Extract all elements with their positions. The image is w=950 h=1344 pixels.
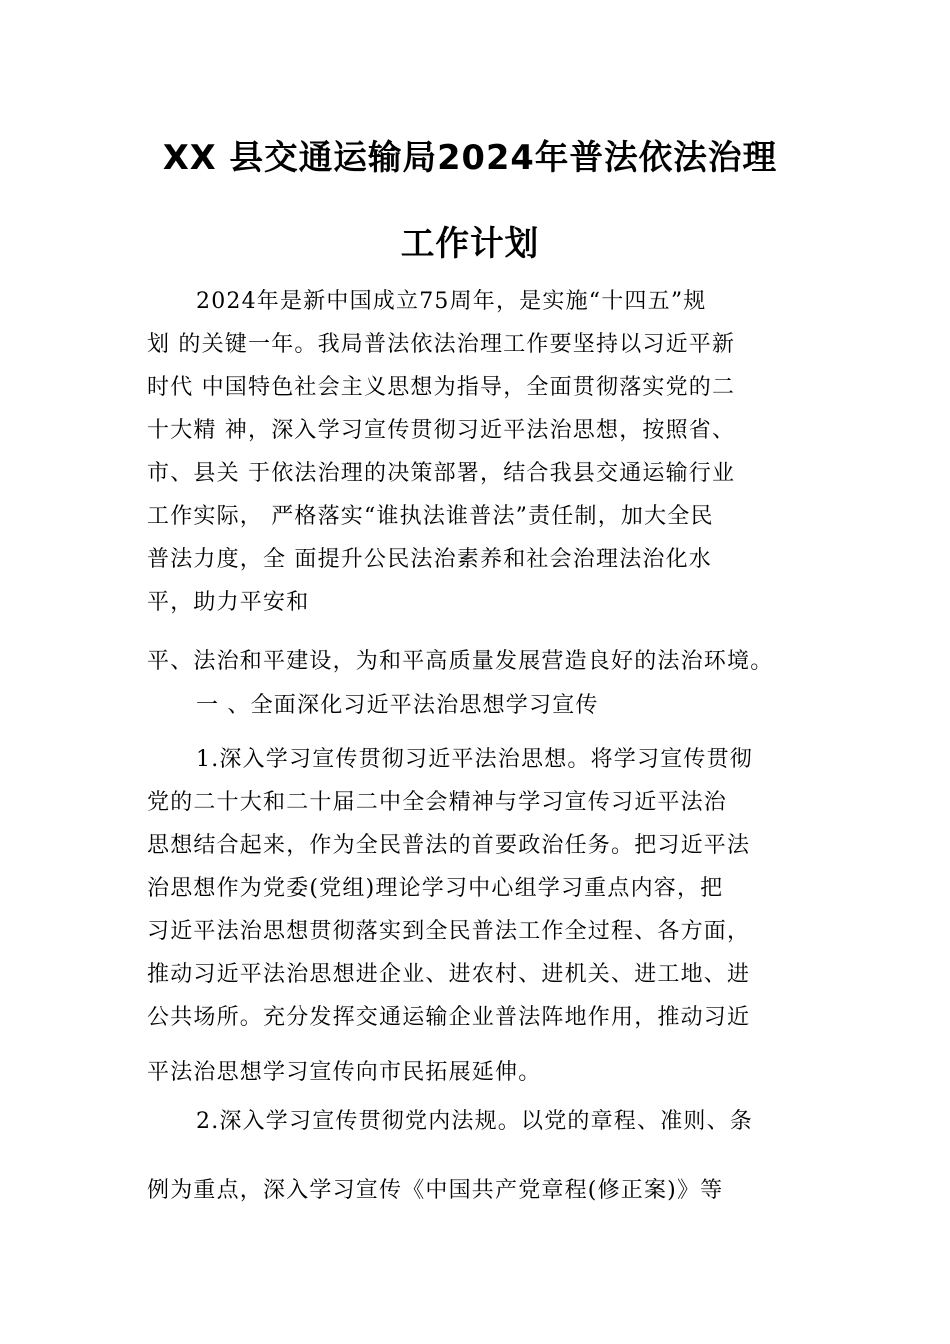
body-text-line: 工作实际， 严格落实“谁执法谁普法”责任制，加大全民 — [147, 504, 714, 529]
section-heading: 一 、全面深化习近平法治思想学习宣传 — [196, 693, 599, 718]
body-text-line: 市、县关 于依法治理的决策部署，结合我县交通运输行业 — [147, 461, 736, 486]
body-text-line: 党的二十大和二十届二中全会精神与学习宣传习近平法治 — [147, 790, 728, 815]
document-title-line-1: XX 县交通运输局2024年普法依法治理 — [162, 138, 778, 178]
body-text-line: 平、法治和平建设，为和平高质量发展营造良好的法治环境。 — [147, 649, 774, 674]
body-text-line: 公共场所。充分发挥交通运输企业普法阵地作用，推动习近 — [147, 1005, 751, 1030]
body-text-line: 平法治思想学习宣传向市民拓展延伸。 — [147, 1060, 542, 1085]
body-text-line: 十大精 神，深入学习宣传贯彻习近平法治思想，按照省、 — [147, 418, 736, 443]
body-text-line: 例为重点，深入学习宣传《中国共产党章程(修正案)》等 — [147, 1178, 724, 1203]
body-text-line: 治思想作为党委(党组)理论学习中心组学习重点内容，把 — [147, 876, 724, 901]
body-text-line: 2024年是新中国成立75周年，是实施“十四五”规 — [196, 289, 707, 314]
body-text-line: 推动习近平法治思想进企业、进农村、进机关、进工地、进 — [147, 962, 751, 987]
document-title-line-2: 工作计划 — [400, 224, 540, 264]
body-text-line: 平，助力平安和 — [147, 590, 310, 615]
body-text-line: 2.深入学习宣传贯彻党内法规。以党的章程、准则、条 — [196, 1109, 753, 1134]
body-text-line: 1.深入学习宣传贯彻习近平法治思想。将学习宣传贯彻 — [196, 747, 753, 772]
body-text-line: 普法力度，全 面提升公民法治素养和社会治理法治化水 — [147, 547, 712, 572]
body-text-line: 时代 中国特色社会主义思想为指导，全面贯彻落实党的二 — [147, 375, 736, 400]
body-text-line: 思想结合起来，作为全民普法的首要政治任务。把习近平法 — [147, 833, 751, 858]
body-text-line: 习近平法治思想贯彻落实到全民普法工作全过程、各方面， — [147, 919, 751, 944]
body-text-line: 划 的关键一年。我局普法依法治理工作要坚持以习近平新 — [147, 332, 736, 357]
